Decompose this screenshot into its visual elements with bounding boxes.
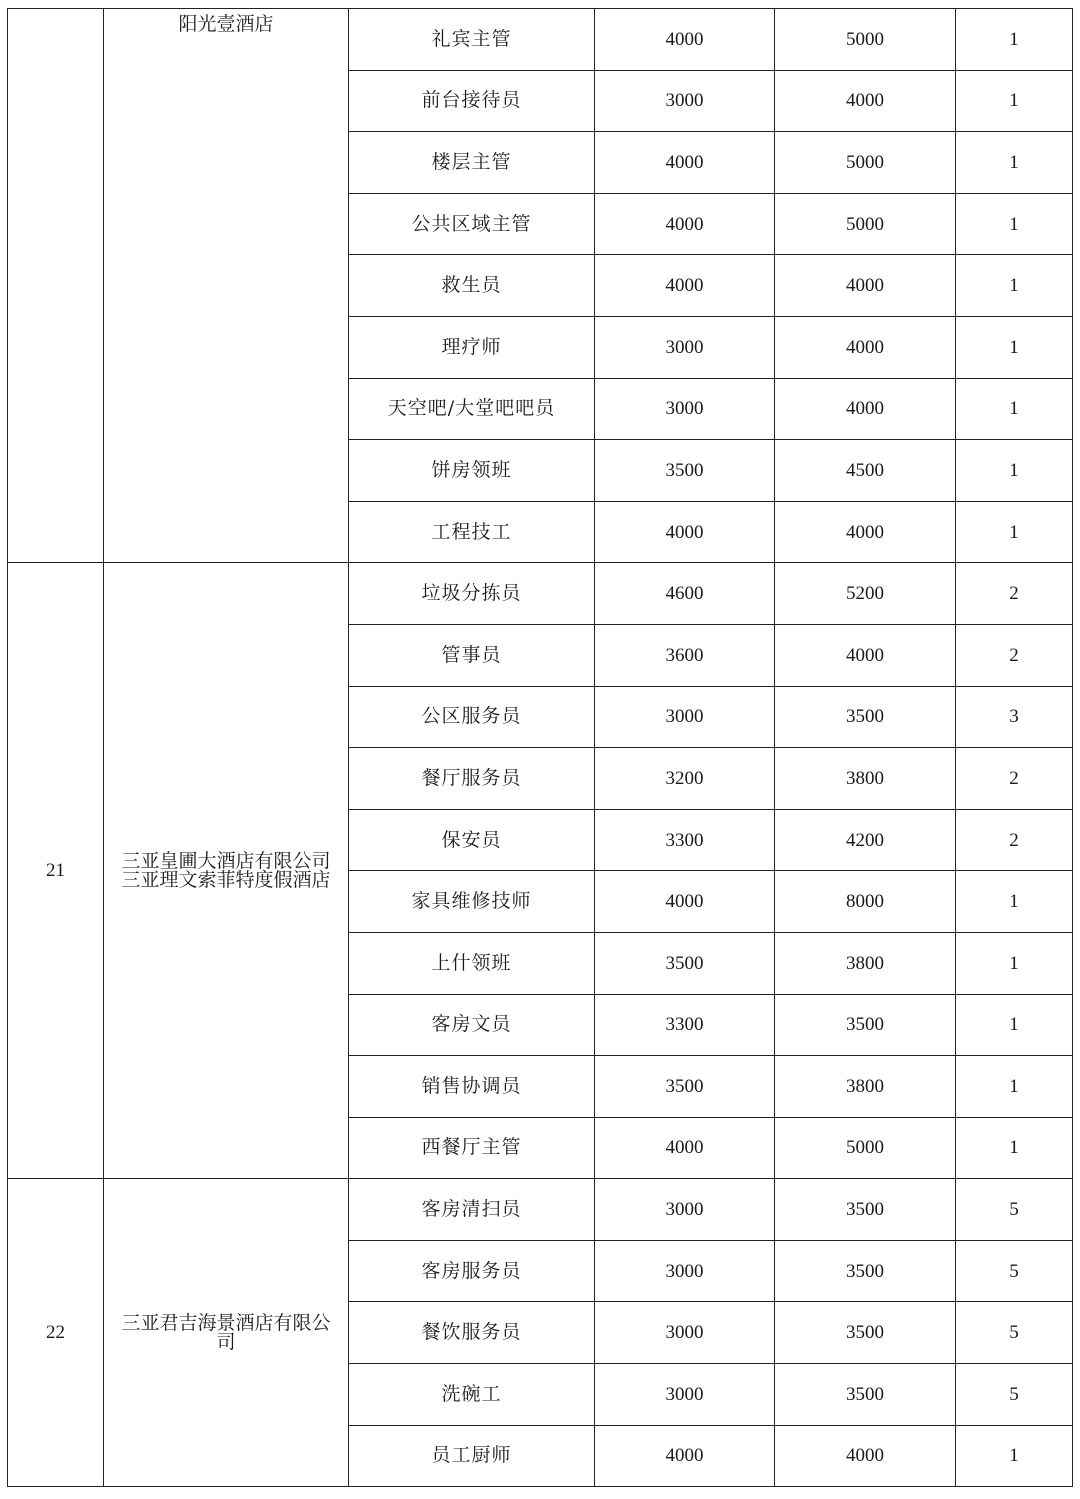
salary-max-cell: 4000 [775, 316, 956, 378]
salary-min-cell: 4000 [595, 871, 775, 933]
salary-max-cell: 4000 [775, 501, 956, 563]
headcount-cell: 2 [956, 748, 1073, 810]
headcount-cell: 1 [956, 193, 1073, 255]
salary-max-cell: 3500 [775, 1240, 956, 1302]
headcount-cell: 1 [956, 255, 1073, 317]
salary-max-cell: 4000 [775, 624, 956, 686]
position-cell: 理疗师 [349, 316, 595, 378]
salary-max-cell: 5000 [775, 193, 956, 255]
position-cell: 天空吧/大堂吧吧员 [349, 378, 595, 440]
salary-max-cell: 3500 [775, 1302, 956, 1364]
company-index-cell: 21 [8, 563, 104, 1179]
headcount-cell: 1 [956, 132, 1073, 194]
salary-min-cell: 3000 [595, 70, 775, 132]
headcount-cell: 2 [956, 809, 1073, 871]
position-cell: 客房文员 [349, 994, 595, 1056]
salary-min-cell: 3000 [595, 686, 775, 748]
salary-min-cell: 4000 [595, 501, 775, 563]
company-index-cell [8, 9, 104, 563]
salary-max-cell: 4000 [775, 255, 956, 317]
salary-min-cell: 4000 [595, 9, 775, 71]
salary-max-cell: 5000 [775, 132, 956, 194]
headcount-cell: 1 [956, 316, 1073, 378]
salary-min-cell: 3500 [595, 1056, 775, 1118]
salary-max-cell: 3500 [775, 686, 956, 748]
headcount-cell: 5 [956, 1364, 1073, 1426]
headcount-cell: 5 [956, 1302, 1073, 1364]
headcount-cell: 3 [956, 686, 1073, 748]
salary-min-cell: 3300 [595, 994, 775, 1056]
table-row [8, 1179, 1073, 1241]
table-row [8, 563, 1073, 625]
position-cell: 员工厨师 [349, 1425, 595, 1487]
salary-max-cell: 8000 [775, 871, 956, 933]
salary-min-cell: 4000 [595, 132, 775, 194]
salary-min-cell: 3000 [595, 378, 775, 440]
headcount-cell: 1 [956, 994, 1073, 1056]
position-cell: 管事员 [349, 624, 595, 686]
position-cell: 餐饮服务员 [349, 1302, 595, 1364]
headcount-cell: 1 [956, 378, 1073, 440]
position-cell: 楼层主管 [349, 132, 595, 194]
salary-max-cell: 3500 [775, 1179, 956, 1241]
salary-min-cell: 3500 [595, 932, 775, 994]
headcount-cell: 1 [956, 9, 1073, 71]
position-cell: 洗碗工 [349, 1364, 595, 1426]
salary-max-cell: 5000 [775, 1117, 956, 1179]
headcount-cell: 1 [956, 1117, 1073, 1179]
position-cell: 上什领班 [349, 932, 595, 994]
salary-max-cell: 3800 [775, 748, 956, 810]
salary-min-cell: 3600 [595, 624, 775, 686]
salary-max-cell: 3500 [775, 994, 956, 1056]
position-cell: 客房清扫员 [349, 1179, 595, 1241]
position-cell: 前台接待员 [349, 70, 595, 132]
salary-min-cell: 4000 [595, 1425, 775, 1487]
headcount-cell: 1 [956, 871, 1073, 933]
position-cell: 客房服务员 [349, 1240, 595, 1302]
salary-max-cell: 4000 [775, 1425, 956, 1487]
headcount-cell: 1 [956, 932, 1073, 994]
company-index-cell: 22 [8, 1179, 104, 1487]
salary-max-cell: 3800 [775, 1056, 956, 1118]
headcount-cell: 2 [956, 624, 1073, 686]
company-name-cell: 三亚皇圃大酒店有限公司三亚理文索菲特度假酒店 [104, 563, 349, 1179]
position-cell: 家具维修技师 [349, 871, 595, 933]
salary-max-cell: 4000 [775, 378, 956, 440]
salary-min-cell: 4600 [595, 563, 775, 625]
job-listing-table [7, 8, 1073, 1487]
position-cell: 西餐厅主管 [349, 1117, 595, 1179]
salary-max-cell: 3500 [775, 1364, 956, 1426]
headcount-cell: 1 [956, 70, 1073, 132]
headcount-cell: 1 [956, 1425, 1073, 1487]
salary-min-cell: 3300 [595, 809, 775, 871]
position-cell: 救生员 [349, 255, 595, 317]
salary-min-cell: 3000 [595, 1364, 775, 1426]
salary-min-cell: 4000 [595, 255, 775, 317]
headcount-cell: 1 [956, 440, 1073, 502]
position-cell: 保安员 [349, 809, 595, 871]
position-cell: 餐厅服务员 [349, 748, 595, 810]
salary-min-cell: 4000 [595, 193, 775, 255]
headcount-cell: 5 [956, 1179, 1073, 1241]
position-cell: 工程技工 [349, 501, 595, 563]
company-name-cell: 阳光壹酒店 [104, 9, 349, 563]
salary-min-cell: 4000 [595, 1117, 775, 1179]
salary-max-cell: 4000 [775, 70, 956, 132]
salary-min-cell: 3000 [595, 316, 775, 378]
salary-min-cell: 3000 [595, 1179, 775, 1241]
position-cell: 饼房领班 [349, 440, 595, 502]
salary-max-cell: 3800 [775, 932, 956, 994]
salary-max-cell: 4200 [775, 809, 956, 871]
position-cell: 垃圾分拣员 [349, 563, 595, 625]
salary-min-cell: 3200 [595, 748, 775, 810]
salary-max-cell: 4500 [775, 440, 956, 502]
salary-min-cell: 3000 [595, 1240, 775, 1302]
headcount-cell: 5 [956, 1240, 1073, 1302]
salary-max-cell: 5200 [775, 563, 956, 625]
headcount-cell: 1 [956, 1056, 1073, 1118]
position-cell: 公区服务员 [349, 686, 595, 748]
table-row [8, 9, 1073, 71]
salary-max-cell: 5000 [775, 9, 956, 71]
position-cell: 销售协调员 [349, 1056, 595, 1118]
position-cell: 公共区域主管 [349, 193, 595, 255]
position-cell: 礼宾主管 [349, 9, 595, 71]
salary-min-cell: 3000 [595, 1302, 775, 1364]
company-name-cell: 三亚君吉海景酒店有限公司 [104, 1179, 349, 1487]
headcount-cell: 2 [956, 563, 1073, 625]
headcount-cell: 1 [956, 501, 1073, 563]
salary-min-cell: 3500 [595, 440, 775, 502]
job-listing-body [8, 9, 1073, 1487]
